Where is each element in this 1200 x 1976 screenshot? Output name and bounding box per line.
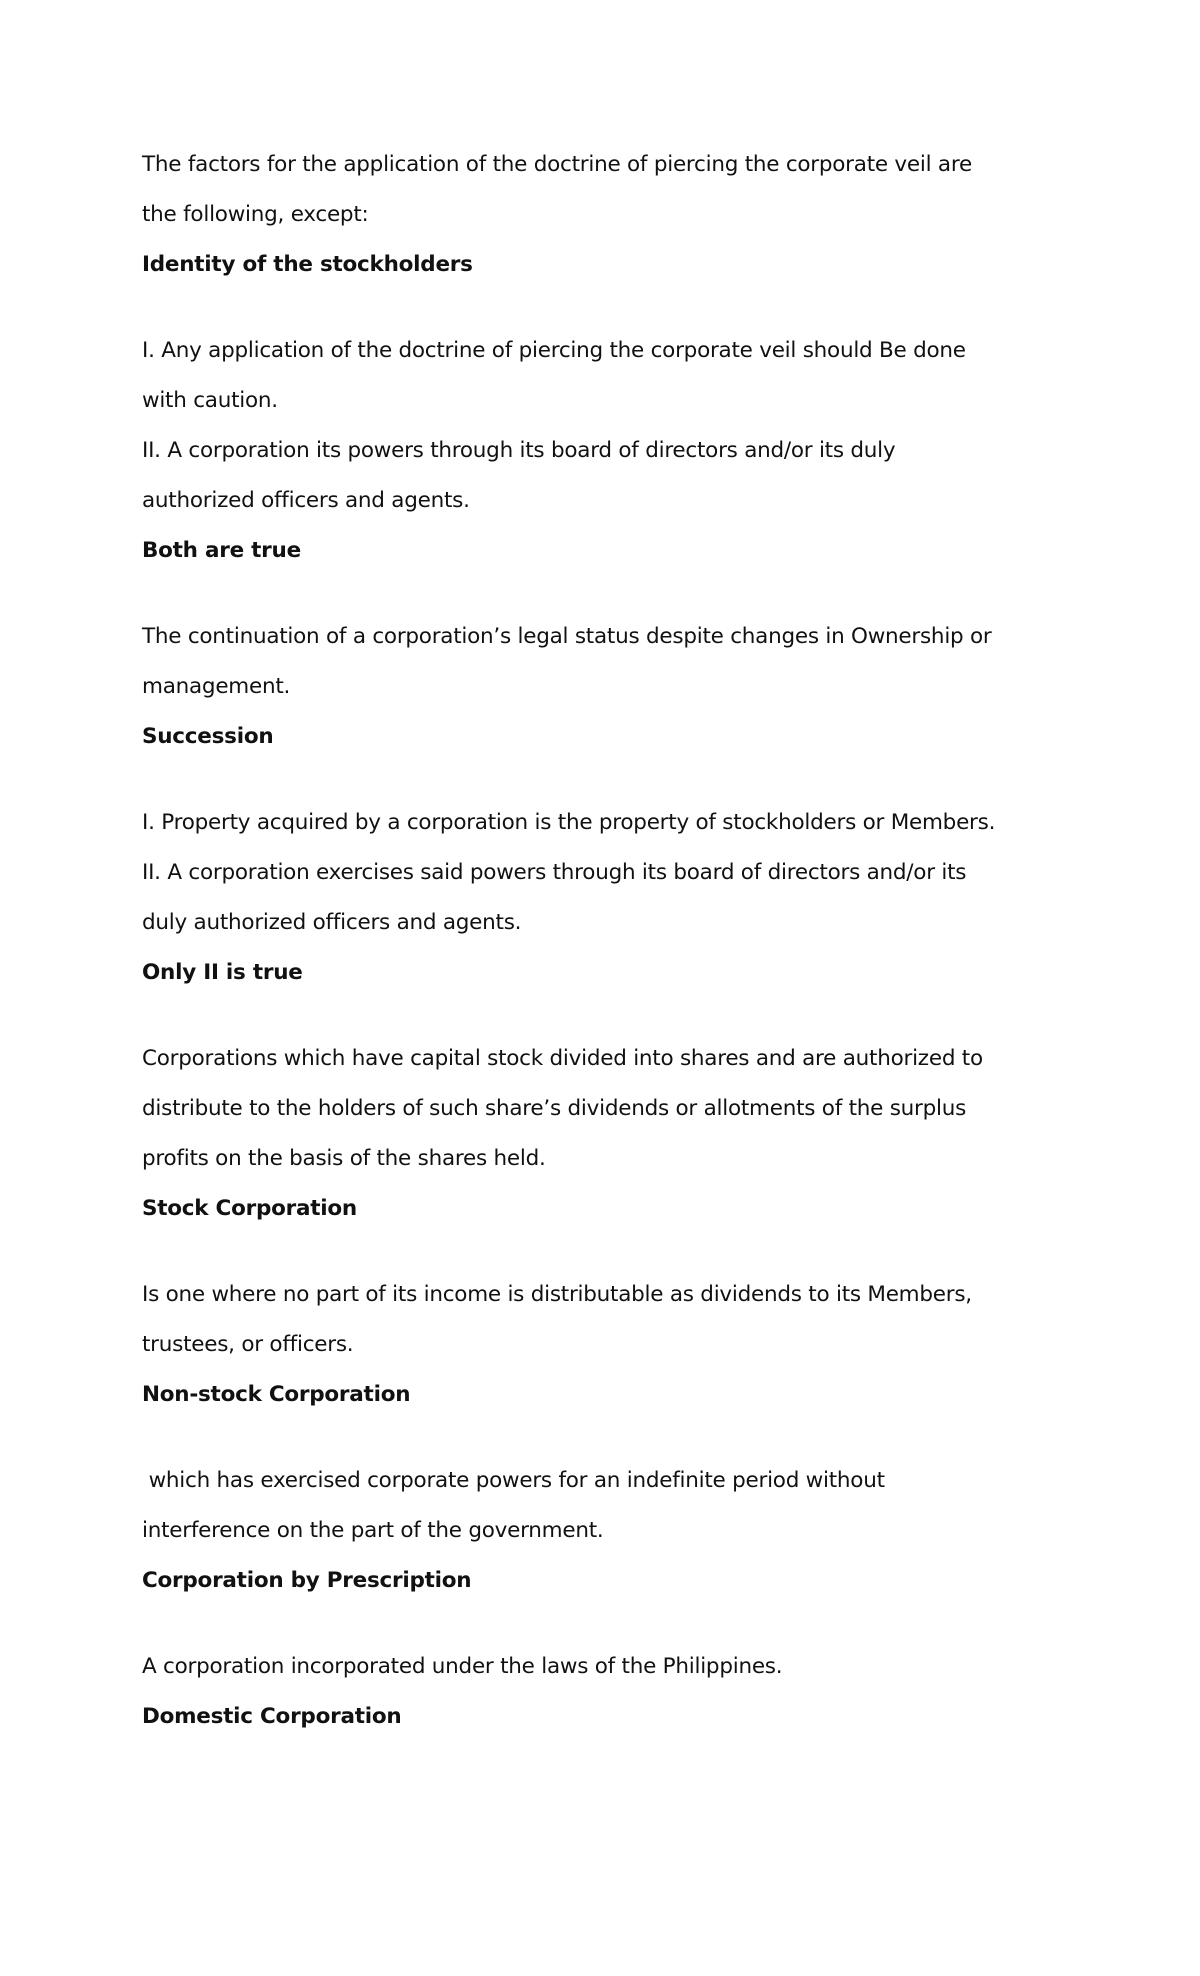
block-spacer <box>142 1234 1082 1270</box>
document-page <box>142 140 1082 1742</box>
answer-line: Stock Corporation <box>142 1196 357 1221</box>
question-block <box>142 798 1082 998</box>
question-line: which has exercised corporate powers for an indefinite period without <box>142 1468 885 1493</box>
block-spacer <box>142 1420 1082 1456</box>
question-block <box>142 326 1082 576</box>
block-spacer <box>142 762 1082 798</box>
answer-line: Succession <box>142 724 274 749</box>
question-line: profits on the basis of the shares held. <box>142 1146 546 1171</box>
answer-line: Identity of the stockholders <box>142 252 473 277</box>
answer-line: Domestic Corporation <box>142 1704 402 1729</box>
question-line: The factors for the application of the doctrine of piercing the corporate veil are <box>142 152 972 177</box>
answer-line: Corporation by Prescription <box>142 1568 472 1593</box>
question-line: II. A corporation exercises said powers through its board of directors and/or its <box>142 860 967 885</box>
question-line: distribute to the holders of such share’s dividends or allotments of the surplus <box>142 1096 967 1121</box>
block-spacer <box>142 576 1082 612</box>
question-line: I. Any application of the doctrine of piercing the corporate veil should Be done <box>142 338 966 363</box>
question-line: with caution. <box>142 388 278 413</box>
question-line: management. <box>142 674 291 699</box>
block-spacer <box>142 290 1082 326</box>
question-block <box>142 612 1082 762</box>
question-block <box>142 1034 1082 1234</box>
question-line: interference on the part of the government. <box>142 1518 604 1543</box>
question-line: trustees, or officers. <box>142 1332 354 1357</box>
question-line: duly authorized officers and agents. <box>142 910 522 935</box>
question-line: I. Property acquired by a corporation is the property of stockholders or Members. <box>142 810 996 835</box>
block-spacer <box>142 1606 1082 1642</box>
answer-line: Both are true <box>142 538 301 563</box>
question-block <box>142 1642 1082 1742</box>
question-line: The continuation of a corporation’s legal status despite changes in Ownership or <box>142 624 992 649</box>
question-line: II. A corporation its powers through its board of directors and/or its duly <box>142 438 896 463</box>
answer-line: Only II is true <box>142 960 303 985</box>
question-block <box>142 140 1082 290</box>
block-spacer <box>142 998 1082 1034</box>
question-line: the following, except: <box>142 202 369 227</box>
question-line: A corporation incorporated under the laws of the Philippines. <box>142 1654 783 1679</box>
question-block <box>142 1270 1082 1420</box>
answer-line: Non-stock Corporation <box>142 1382 411 1407</box>
question-line: authorized officers and agents. <box>142 488 470 513</box>
question-line: Is one where no part of its income is distributable as dividends to its Members, <box>142 1282 972 1307</box>
question-line: Corporations which have capital stock divided into shares and are authorized to <box>142 1046 983 1071</box>
question-block <box>142 1456 1082 1606</box>
